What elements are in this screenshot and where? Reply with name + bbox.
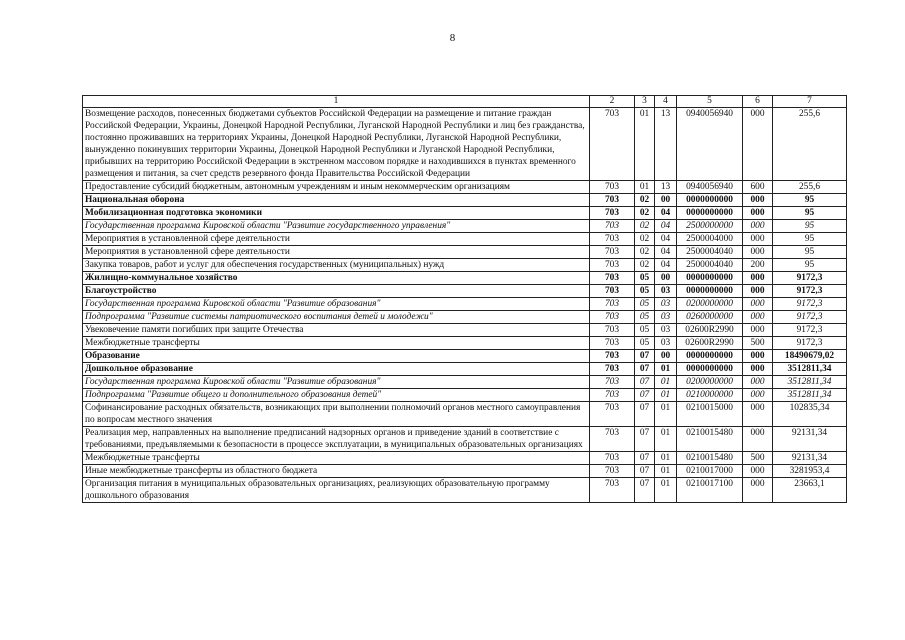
cell-c5: 0940056940: [677, 181, 743, 194]
cell-c7: 9172,3: [773, 337, 847, 350]
cell-c1: Мероприятия в установленной сфере деятельности: [83, 246, 590, 259]
cell-c4: 01: [655, 478, 677, 503]
cell-c3: 07: [635, 389, 655, 402]
cell-c6: 000: [743, 246, 773, 259]
cell-c2: 703: [590, 324, 635, 337]
cell-c2: 703: [590, 311, 635, 324]
cell-c2: 703: [590, 233, 635, 246]
cell-c4: 04: [655, 207, 677, 220]
cell-c6: 500: [743, 452, 773, 465]
cell-c6: 000: [743, 220, 773, 233]
cell-c3: 07: [635, 376, 655, 389]
cell-c1: Иные межбюджетные трансферты из областного бюджета: [83, 465, 590, 478]
cell-c3: 05: [635, 272, 655, 285]
cell-c3: 02: [635, 246, 655, 259]
table-row: [83, 452, 847, 465]
cell-c5: 0000000000: [677, 363, 743, 376]
cell-c1: Межбюджетные трансферты: [83, 337, 590, 350]
table-row: [83, 350, 847, 363]
table-row: [83, 246, 847, 259]
cell-c7: 9172,3: [773, 311, 847, 324]
budget-table: [82, 95, 847, 503]
cell-c1: Организация питания в муниципальных образовательных организациях, реализующих образовательную программу дошкольного образования: [83, 478, 590, 503]
header-cell: 5: [677, 96, 743, 108]
cell-c5: 0210017000: [677, 465, 743, 478]
cell-c4: 01: [655, 427, 677, 452]
cell-c4: 01: [655, 452, 677, 465]
cell-c5: 0260000000: [677, 311, 743, 324]
cell-c5: 0210015000: [677, 402, 743, 427]
cell-c4: 13: [655, 108, 677, 181]
cell-c1: Национальная оборона: [83, 194, 590, 207]
table-header-row: [83, 96, 847, 108]
table-row: [83, 259, 847, 272]
cell-c4: 01: [655, 402, 677, 427]
cell-c2: 703: [590, 452, 635, 465]
page-number: 8: [449, 32, 456, 44]
cell-c7: 255,6: [773, 181, 847, 194]
cell-c6: 600: [743, 181, 773, 194]
cell-c5: 0200000000: [677, 376, 743, 389]
cell-c2: 703: [590, 298, 635, 311]
cell-c1: Благоустройство: [83, 285, 590, 298]
table-row: [83, 233, 847, 246]
table-row: [83, 207, 847, 220]
cell-c7: 3512811,34: [773, 363, 847, 376]
cell-c6: 000: [743, 389, 773, 402]
cell-c2: 703: [590, 478, 635, 503]
cell-c4: 03: [655, 298, 677, 311]
table-row: [83, 324, 847, 337]
cell-c2: 703: [590, 389, 635, 402]
cell-c7: 95: [773, 220, 847, 233]
cell-c4: 00: [655, 272, 677, 285]
cell-c1: Подпрограмма "Развитие системы патриотического воспитания детей и молодежи": [83, 311, 590, 324]
header-cell: 1: [83, 96, 590, 108]
cell-c7: 3512811,34: [773, 389, 847, 402]
cell-c1: Софинансирование расходных обязательств, возникающих при выполнении полномочий органов местного самоуправления по вопросам местного значения: [83, 402, 590, 427]
cell-c4: 03: [655, 324, 677, 337]
cell-c6: 000: [743, 465, 773, 478]
table-row: [83, 363, 847, 376]
cell-c7: 9172,3: [773, 298, 847, 311]
cell-c4: 04: [655, 233, 677, 246]
cell-c2: 703: [590, 337, 635, 350]
cell-c3: 05: [635, 324, 655, 337]
cell-c7: 9172,3: [773, 272, 847, 285]
cell-c1: Жилищно-коммунальное хозяйство: [83, 272, 590, 285]
cell-c7: 255,6: [773, 108, 847, 181]
cell-c3: 02: [635, 233, 655, 246]
cell-c7: 9172,3: [773, 285, 847, 298]
cell-c2: 703: [590, 181, 635, 194]
cell-c3: 02: [635, 194, 655, 207]
cell-c1: Увековечение памяти погибших при защите Отечества: [83, 324, 590, 337]
table-row: [83, 376, 847, 389]
cell-c5: 02600R2990: [677, 324, 743, 337]
cell-c6: 200: [743, 259, 773, 272]
cell-c7: 92131,34: [773, 452, 847, 465]
cell-c3: 05: [635, 311, 655, 324]
cell-c3: 01: [635, 108, 655, 181]
cell-c6: 000: [743, 108, 773, 181]
cell-c6: 500: [743, 337, 773, 350]
cell-c7: 3281953,4: [773, 465, 847, 478]
cell-c7: 18490679,02: [773, 350, 847, 363]
table-row: [83, 427, 847, 452]
cell-c4: 00: [655, 194, 677, 207]
cell-c1: Подпрограмма "Развитие общего и дополнительного образования детей": [83, 389, 590, 402]
cell-c7: 92131,34: [773, 427, 847, 452]
cell-c1: Закупка товаров, работ и услуг для обеспечения государственных (муниципальных) нужд: [83, 259, 590, 272]
cell-c1: Государственная программа Кировской области "Развитие государственного управления": [83, 220, 590, 233]
cell-c4: 04: [655, 259, 677, 272]
cell-c3: 07: [635, 478, 655, 503]
header-cell: 3: [635, 96, 655, 108]
cell-c2: 703: [590, 285, 635, 298]
table-row: [83, 402, 847, 427]
cell-c4: 01: [655, 465, 677, 478]
cell-c5: 2500004040: [677, 246, 743, 259]
cell-c6: 000: [743, 285, 773, 298]
cell-c4: 00: [655, 350, 677, 363]
cell-c5: 0000000000: [677, 285, 743, 298]
cell-c6: 000: [743, 207, 773, 220]
cell-c4: 03: [655, 311, 677, 324]
cell-c7: 3512811,34: [773, 376, 847, 389]
cell-c1: Мероприятия в установленной сфере деятельности: [83, 233, 590, 246]
cell-c7: 95: [773, 259, 847, 272]
cell-c4: 01: [655, 389, 677, 402]
cell-c4: 04: [655, 220, 677, 233]
cell-c1: Образование: [83, 350, 590, 363]
cell-c3: 07: [635, 427, 655, 452]
cell-c3: 05: [635, 285, 655, 298]
table-row: [83, 108, 847, 181]
cell-c6: 000: [743, 427, 773, 452]
cell-c6: 000: [743, 298, 773, 311]
cell-c2: 703: [590, 272, 635, 285]
table-row: [83, 181, 847, 194]
cell-c7: 95: [773, 207, 847, 220]
table-row: [83, 194, 847, 207]
cell-c2: 703: [590, 427, 635, 452]
cell-c1: Межбюджетные трансферты: [83, 452, 590, 465]
cell-c3: 07: [635, 452, 655, 465]
cell-c6: 000: [743, 324, 773, 337]
cell-c3: 02: [635, 207, 655, 220]
cell-c2: 703: [590, 465, 635, 478]
cell-c2: 703: [590, 220, 635, 233]
cell-c4: 01: [655, 376, 677, 389]
cell-c5: 2500000000: [677, 220, 743, 233]
cell-c1: Реализация мер, направленных на выполнение предписаний надзорных органов и приведение зданий в соответствие с требованиями, предъявляемыми к безопасности в процессе эксплуатации, в муниципальных образовательных организациях: [83, 427, 590, 452]
cell-c3: 05: [635, 298, 655, 311]
table-row: [83, 337, 847, 350]
cell-c5: 0200000000: [677, 298, 743, 311]
cell-c3: 07: [635, 465, 655, 478]
cell-c1: Дошкольное образование: [83, 363, 590, 376]
table-row: [83, 389, 847, 402]
cell-c7: 95: [773, 194, 847, 207]
cell-c2: 703: [590, 376, 635, 389]
cell-c2: 703: [590, 402, 635, 427]
cell-c6: 000: [743, 350, 773, 363]
cell-c5: 0000000000: [677, 207, 743, 220]
cell-c2: 703: [590, 350, 635, 363]
cell-c3: 05: [635, 337, 655, 350]
cell-c7: 9172,3: [773, 324, 847, 337]
cell-c6: 000: [743, 194, 773, 207]
cell-c1: Государственная программа Кировской области "Развитие образования": [83, 376, 590, 389]
cell-c2: 703: [590, 246, 635, 259]
cell-c6: 000: [743, 376, 773, 389]
cell-c4: 13: [655, 181, 677, 194]
header-cell: 2: [590, 96, 635, 108]
cell-c3: 07: [635, 402, 655, 427]
table-row: [83, 465, 847, 478]
cell-c2: 703: [590, 194, 635, 207]
cell-c1: Предоставление субсидий бюджетным, автономным учреждениям и иным некоммерческим организациям: [83, 181, 590, 194]
cell-c4: 01: [655, 363, 677, 376]
cell-c6: 000: [743, 402, 773, 427]
header-cell: 4: [655, 96, 677, 108]
header-cell: 7: [773, 96, 847, 108]
cell-c6: 000: [743, 311, 773, 324]
cell-c3: 02: [635, 220, 655, 233]
table-row: [83, 298, 847, 311]
cell-c2: 703: [590, 363, 635, 376]
cell-c5: 0000000000: [677, 350, 743, 363]
cell-c6: 000: [743, 478, 773, 503]
cell-c7: 23663,1: [773, 478, 847, 503]
table-row: [83, 272, 847, 285]
cell-c5: 0210015480: [677, 452, 743, 465]
cell-c3: 02: [635, 259, 655, 272]
cell-c5: 02600R2990: [677, 337, 743, 350]
table-row: [83, 311, 847, 324]
cell-c2: 703: [590, 259, 635, 272]
cell-c3: 01: [635, 181, 655, 194]
cell-c3: 07: [635, 363, 655, 376]
cell-c1: Возмещение расходов, понесенных бюджетами субъектов Российской Федерации на размещение и питание граждан Российской Федерации, Украины, Донецкой Народной Республики, Луганской Народной Республики и лиц без гражданства, постоянно проживавших на территориях Украины, Донецкой Народной Республики, Луганской Народной Республики, вынужденно покинувших территории Украины, Донецкой Народной Республики и Луганской Народной Республики, прибывших на территорию Российской Федерации в экстренном массовом порядке и находившихся в пунктах временного размещения и питания, за счет средств резервного фонда Правительства Российской Федерации: [83, 108, 590, 181]
cell-c4: 04: [655, 246, 677, 259]
cell-c7: 95: [773, 233, 847, 246]
cell-c5: 0000000000: [677, 272, 743, 285]
cell-c5: 0210017100: [677, 478, 743, 503]
table-row: [83, 478, 847, 503]
cell-c5: 0000000000: [677, 194, 743, 207]
cell-c3: 07: [635, 350, 655, 363]
cell-c6: 000: [743, 272, 773, 285]
table-row: [83, 220, 847, 233]
cell-c5: 0210000000: [677, 389, 743, 402]
cell-c4: 03: [655, 285, 677, 298]
cell-c4: 03: [655, 337, 677, 350]
cell-c5: 2500004040: [677, 259, 743, 272]
cell-c6: 000: [743, 233, 773, 246]
cell-c5: 2500004000: [677, 233, 743, 246]
cell-c1: Мобилизационная подготовка экономики: [83, 207, 590, 220]
cell-c7: 95: [773, 246, 847, 259]
cell-c6: 000: [743, 363, 773, 376]
cell-c5: 0210015480: [677, 427, 743, 452]
cell-c1: Государственная программа Кировской области "Развитие образования": [83, 298, 590, 311]
cell-c2: 703: [590, 207, 635, 220]
cell-c5: 0940056940: [677, 108, 743, 181]
table-row: [83, 285, 847, 298]
cell-c7: 102835,34: [773, 402, 847, 427]
header-cell: 6: [743, 96, 773, 108]
cell-c2: 703: [590, 108, 635, 181]
